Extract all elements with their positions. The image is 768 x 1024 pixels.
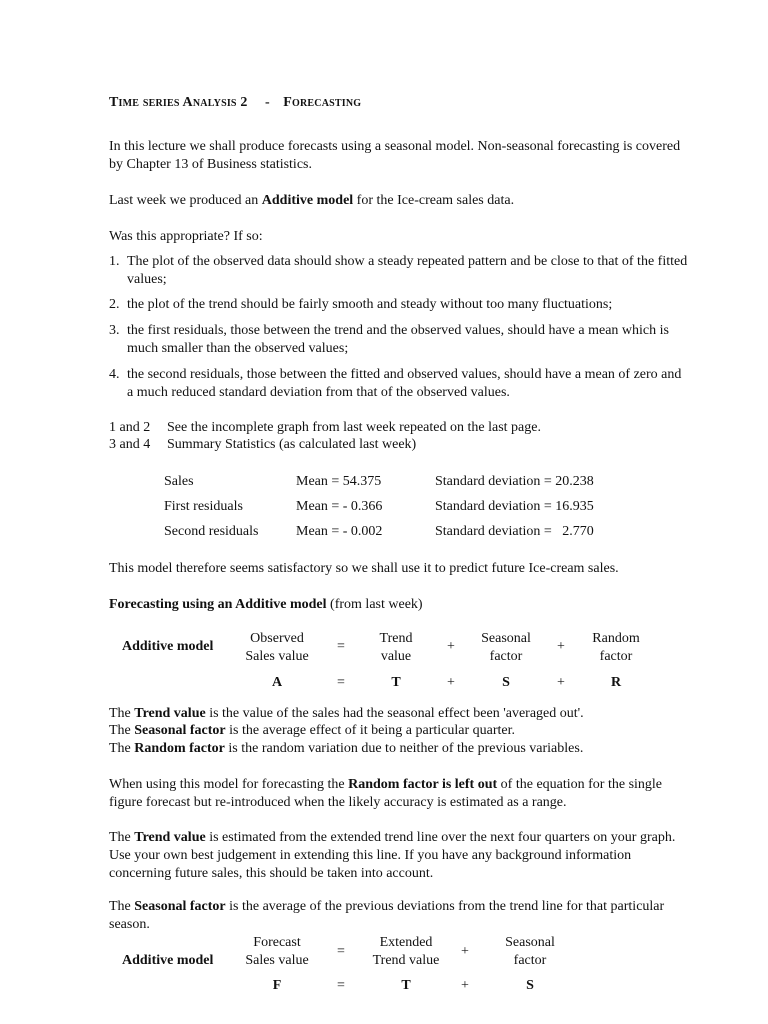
page-title: Time series Analysis 2 - Forecasting — [109, 95, 362, 110]
equation-symbol: F — [272, 978, 282, 993]
trend-value-note: The Trend value is estimated from the extended trend line over the next four quarters on your graph. Use your own best judgement in extending this line. If you have any background information concerning future sales, this should be taken into account. — [109, 830, 676, 881]
stat-mean: Mean = - 0.366 — [296, 499, 383, 514]
definition-line: The Random factor is the random variation due to neither of the previous variables. — [109, 741, 584, 756]
equation-symbol: S — [526, 978, 534, 993]
reference-label: 3 and 4 — [109, 437, 151, 452]
equation-term: Seasonal — [481, 631, 531, 646]
equation-term: factor — [513, 953, 547, 968]
equation-term: Trend — [379, 631, 413, 646]
equation-term: Random — [592, 631, 640, 646]
forecasting-heading: Forecasting using an Additive model (from last week) — [109, 597, 423, 612]
equation-symbol: R — [610, 675, 622, 690]
equation-term: Trend value — [372, 953, 440, 968]
equation-operator: = — [337, 675, 345, 690]
equation-operator: + — [447, 675, 455, 690]
intro-paragraph: In this lecture we shall produce forecasts using a seasonal model. Non-seasonal forecasting is covered by Chapter 13 of Business statistics. — [109, 139, 681, 172]
stat-mean: Mean = - 0.002 — [296, 524, 383, 539]
equation-label: Additive model — [122, 953, 214, 968]
equation-operator: = — [337, 639, 345, 654]
definition-line: The Seasonal factor is the average effect of it being a particular quarter. — [109, 723, 515, 738]
stat-sd: Standard deviation = 2.770 — [435, 524, 594, 539]
equation-operator: = — [337, 978, 345, 993]
equation-term: Sales value — [245, 649, 309, 664]
equation-term: value — [380, 649, 412, 664]
equation-term: Seasonal — [505, 935, 555, 950]
stat-sd: Standard deviation = 20.238 — [435, 474, 594, 489]
equation-term: Extended — [379, 935, 433, 950]
equation-term: Observed — [250, 631, 304, 646]
stat-name: Second residuals — [164, 524, 259, 539]
equation-operator: + — [557, 675, 565, 690]
stat-mean: Mean = 54.375 — [296, 474, 382, 489]
random-factor-note: When using this model for forecasting the Random factor is left out of the equation for the single figure forecast but re-introduced when the likely accuracy is estimated as a range. — [109, 777, 663, 810]
equation-operator: + — [461, 944, 469, 959]
equation-operator: + — [557, 639, 565, 654]
equation-symbol: S — [502, 675, 510, 690]
seasonal-factor-note: The Seasonal factor is the average of the previous deviations from the trend line for that particular season. — [109, 899, 665, 932]
equation-symbol: A — [271, 675, 283, 690]
reference-label: 1 and 2 — [109, 420, 151, 435]
equation-operator: + — [447, 639, 455, 654]
equation-symbol: T — [401, 978, 411, 993]
stat-sd: Standard deviation = 16.935 — [435, 499, 594, 514]
equation-term: factor — [489, 649, 523, 664]
reference-text: Summary Statistics (as calculated last week) — [167, 437, 417, 452]
equation-operator: + — [461, 978, 469, 993]
last-week-paragraph: Last week we produced an Additive model for the Ice-cream sales data. — [109, 193, 515, 208]
equation-term: factor — [599, 649, 633, 664]
stat-name: First residuals — [164, 499, 243, 514]
equation-operator: = — [337, 944, 345, 959]
stat-name: Sales — [164, 474, 194, 489]
equation-term: Sales value — [245, 953, 309, 968]
question-line: Was this appropriate? If so: — [109, 229, 263, 244]
definition-line: The Trend value is the value of the sales had the seasonal effect been 'averaged out'. — [109, 706, 584, 721]
conclusion-line: This model therefore seems satisfactory so we shall use it to predict future Ice-cream sales. — [109, 561, 619, 576]
equation-label: Additive model — [122, 639, 214, 654]
equation-term: Forecast — [253, 935, 301, 950]
equation-symbol: T — [391, 675, 401, 690]
reference-text: See the incomplete graph from last week repeated on the last page. — [167, 420, 541, 435]
